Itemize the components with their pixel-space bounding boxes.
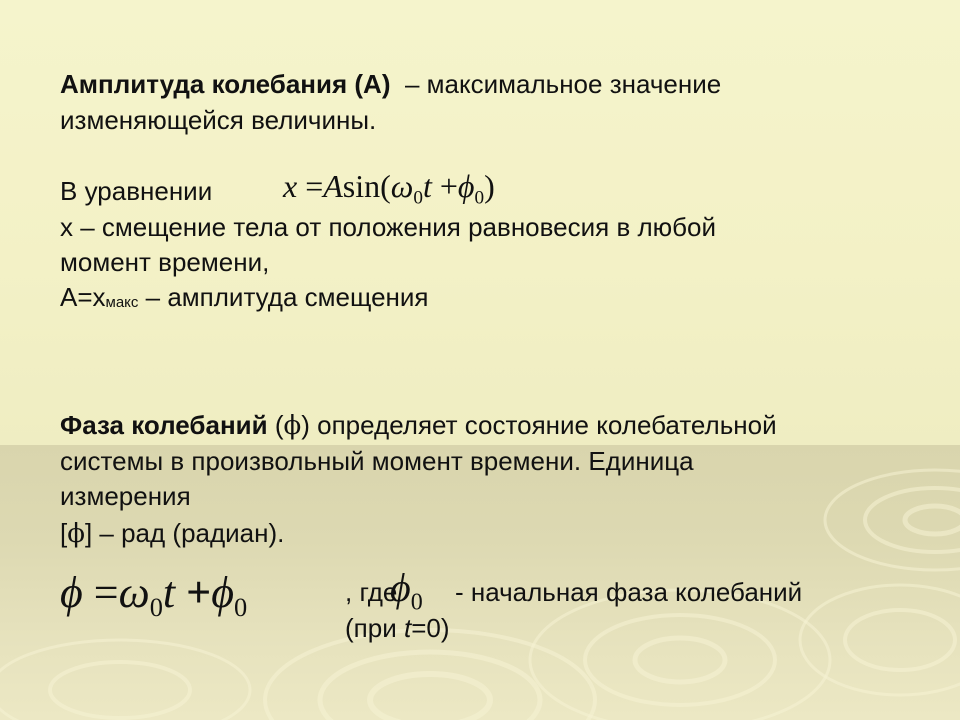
phase-formula-omega: ω	[118, 568, 150, 617]
phase-formula-equals: =	[93, 568, 119, 617]
formula-t: t	[422, 168, 432, 204]
displacement-line1: x – смещение тела от положения равновесия в любой	[60, 212, 717, 242]
unit-symbol: ϕ	[67, 519, 85, 549]
phase-formula-plus: +	[186, 568, 212, 617]
phase-term: Фаза колебаний	[60, 410, 268, 440]
phase-unit-line	[60, 517, 284, 550]
phase-formula-t: t	[162, 568, 176, 617]
formula-sin: sin(	[342, 168, 391, 204]
phase-definition: ) определяет состояние колебательной	[301, 410, 777, 440]
phase-note-where: , где	[345, 577, 398, 607]
formula-phi-sub: 0	[474, 187, 485, 209]
phase-line3: измерения	[60, 481, 191, 511]
phase-open: (	[267, 410, 284, 440]
formula-phi: ϕ	[457, 168, 475, 204]
phase-note-t: t	[403, 613, 412, 643]
amp-subscript: макс	[105, 294, 139, 311]
amplitude-heading	[60, 68, 721, 100]
phase-heading	[60, 409, 777, 442]
initial-phase-text: - начальная фаза колебаний	[455, 577, 803, 607]
formula-equals: =	[305, 168, 324, 204]
phase-line2: системы в произвольный момент времени. Единица	[60, 446, 694, 476]
initial-phase-phi: ϕ	[390, 565, 411, 610]
phase-note-open: (при	[345, 613, 404, 643]
amplitude-displacement-line	[60, 281, 428, 319]
formula-close-paren: )	[484, 168, 495, 204]
formula-amplitude: A	[323, 168, 343, 204]
phase-note-line2	[345, 612, 450, 644]
formula-omega: ω	[390, 168, 414, 204]
amp-prefix: A=x	[60, 282, 106, 312]
equation-intro-label: В уравнении	[60, 176, 213, 206]
amp-suffix: – амплитуда смещения	[138, 282, 429, 312]
phase-note-rest: =0)	[411, 613, 450, 643]
phase-formula	[60, 567, 247, 633]
initial-phase-sub: 0	[410, 589, 423, 616]
phase-formula-phi2: ϕ	[211, 568, 234, 617]
amplitude-term: Амплитуда колебания (А)	[60, 69, 391, 99]
amplitude-definition-line2: изменяющейся величины.	[60, 105, 377, 135]
formula-plus: +	[439, 168, 458, 204]
unit-open: [	[60, 518, 68, 548]
displacement-line2: момент времени,	[60, 247, 270, 277]
phase-formula-phi2-sub: 0	[233, 592, 248, 623]
formula-x: x	[283, 168, 298, 204]
phase-symbol: ϕ	[283, 411, 302, 441]
amplitude-definition: – максимальное значение	[404, 69, 722, 99]
phase-formula-phi: ϕ	[60, 568, 83, 617]
unit-rest: ] – рад (радиан).	[84, 518, 285, 548]
formula-omega-sub: 0	[413, 187, 423, 209]
phase-formula-omega-sub: 0	[149, 592, 163, 623]
